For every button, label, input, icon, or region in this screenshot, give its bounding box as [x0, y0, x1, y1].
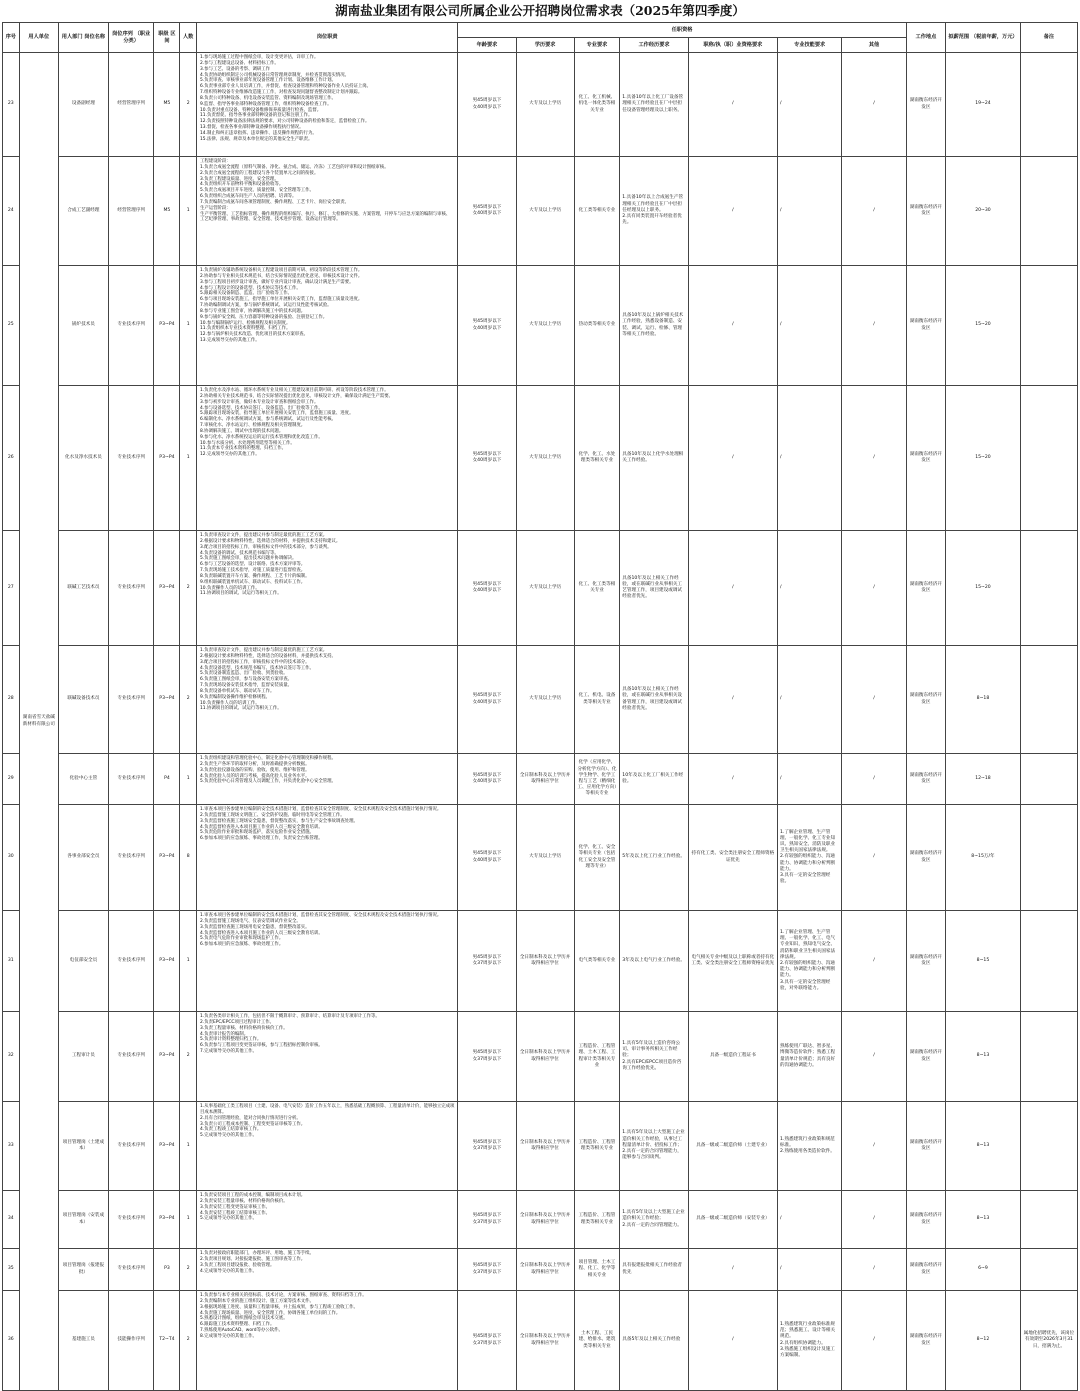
- other-requirement: /: [842, 266, 906, 386]
- other-requirement: /: [842, 911, 906, 1012]
- education-requirement: 大专及以上学历: [516, 646, 574, 754]
- table-row: [3, 1102, 1078, 1191]
- skill-requirement: /: [777, 531, 841, 646]
- cell-seq: 30: [3, 805, 20, 911]
- cell-seq: 36: [3, 1291, 20, 1391]
- job-duties: 1.从事基础化工类工程项目（土建、设备、电气安装）造价工作五年以上，熟悉基础工程概预算、工程量清单计价，能够独立完成项目成本测算。 2.具有合同管理经验，能对合同执行情况进行分析。 3.负责公司工程成本控制、工程变更签证审核等工作。 4.负责工程竣工结算审核工作。 5.完成领导交办的其他工作。: [196, 1102, 457, 1191]
- headcount: 2: [180, 1249, 197, 1291]
- job-grade: P3: [154, 1249, 180, 1291]
- cell-seq: 29: [3, 754, 20, 805]
- age-requirement: 男45周岁以下 女40周岁以下: [458, 646, 516, 754]
- job-duties: 1.审查本项目各参建单位编制的安全技术措施计划，监督检查其安全管理制度、安全技术规程及安全技术措施计划执行情况。 2.负责监督施工现场电气、仪表安装调试作业安全。 3.负责监督检查施工现场用电安全隐患，督促整改落实。 4.负责监督检查进入本项目施工作业的人员三级安全教育培训。 5.负责电气危险作业审批和现场监护工作。 6.参加本项目的应急演练、事故处理工作。: [196, 911, 457, 1012]
- job-title: 锅炉技术员: [59, 266, 109, 386]
- experience-requirement: 3年及以上电气行业工作经验。: [620, 911, 688, 1012]
- cell-seq: 28: [3, 646, 20, 754]
- major-requirement: 项目管理、土木工程、化工、化学等相关专业: [574, 1249, 620, 1291]
- age-requirement: 男45周岁以下 女40周岁以下: [458, 805, 516, 911]
- job-duties: 1.参与现场施工过程中图纸会审，设计变更评估，详审工作。 2.参与工程建设总设备、材料招标工作。 3.参与工艺、设备的考察、调研工作 4.负责协助组织制定公司机械设备日常管理规章制度，并检查贯彻落实情况。 5.负责审查、审核事业部年度设备管理工作计划、设备维修工作计划。 6.负责事业部专业人员培训工作，并督促、检查设备管理和特种设备作业人员持证上岗。 7.组织特种设备专业维修改造施工工作，对检查发现问题督查整改制定计划并跟踪。 8.负责公司特种设备、机电设备安装监管、资料编制及现场管理工作。 9.监督、指导各事业部特种设备管理工作，组织特种设备检查工作。 10.负责对重点设备、特种设备维修保养质量进行检查、监督。 11.负责督促、指导各事业部特种设备的登记和注册工作。 12.负责按照特种设备法律法规的要求，对公司特种设备的检验和鉴定，监督检验工作。 13.督促、检查各事业部特种设备操作规程执行情况。 14.制止和纠正违章指挥、违章操作、违反操作规程的行为。 15.法律、法规、规章及本单位规定的其他安全生产职责。: [196, 53, 457, 157]
- header-other: 其他: [842, 38, 906, 53]
- headcount: 1: [180, 754, 197, 805]
- work-location: 湖南衡东经济开发区: [906, 1249, 945, 1291]
- headcount: 2: [180, 531, 197, 646]
- job-title: 项目管理岗（安装成本）: [59, 1191, 109, 1249]
- skill-requirement: /: [777, 754, 841, 805]
- job-series: 专业技术序列: [108, 1102, 154, 1191]
- work-location: 湖南衡东经济开发区: [906, 1291, 945, 1391]
- note: [1020, 157, 1077, 266]
- certificate-requirement: /: [688, 266, 777, 386]
- job-title: 基建施工员: [59, 1291, 109, 1391]
- job-series: 专业技术序列: [108, 646, 154, 754]
- job-duties: 工程建设阶段： 1.负责合成氨全流程（原料气制备、净化、氨合成、储运、冷冻）工艺包的评审和设计图纸审核。 2.负责合成氨全流程的工程建设与各个装置单元之间的衔接。 3.负责工程建设质量、进度、安全管理。 4.负责组织开车前物料平衡和设备验收等。 5.负责合成氨项目开车进度、质量控制、安全管理等工作。 6.负责组织合成氨车间生产人员的招聘、培训等。 7.负责编制合成氨车间各项管理制度、操作规程、工艺卡片、岗位安全职责。 生产运营阶段： 生产平衡管理、工艺指标管理、操作规程的组织编写、执行、修订、大检修的实施、方案管理，开停车与应急方案的编制与审核、工艺纪律管理、事故管理、安全管理、技术进步管理、设备运行管理等。: [196, 157, 457, 266]
- experience-requirement: 具备10年及以上锅炉相关技术工作经验，熟悉设备制造、安装、调试、运行、检修、管理等相关工作经验。: [620, 266, 688, 386]
- table-row: [3, 53, 1078, 157]
- cell-seq: 31: [3, 911, 20, 1012]
- header-duty: 岗位职责: [196, 23, 457, 53]
- other-requirement: /: [842, 531, 906, 646]
- age-requirement: 男45周岁以下 女37周岁以下: [458, 1191, 516, 1249]
- major-requirement: 热动类等相关专业: [574, 266, 620, 386]
- table-row: [3, 386, 1078, 531]
- note: [1020, 754, 1077, 805]
- header-major: 专业要求: [574, 38, 620, 53]
- headcount: 2: [180, 1012, 197, 1102]
- job-title: 合成工艺副经理: [59, 157, 109, 266]
- education-requirement: 全日制本科及以上学历并取得相应学位: [516, 911, 574, 1012]
- header-unit: 用人单位: [19, 23, 58, 53]
- header-seq: 序号: [3, 23, 20, 53]
- note: [1020, 53, 1077, 157]
- job-series: 专业技术序列: [108, 1012, 154, 1102]
- job-title: 联碱设备技术员: [59, 646, 109, 754]
- header-grade: 职级 区间: [154, 23, 180, 53]
- header-skill: 专业技能要求: [777, 38, 841, 53]
- work-location: 湖南衡东经济开发区: [906, 266, 945, 386]
- job-grade: P3~P4: [154, 1191, 180, 1249]
- headcount: 1: [180, 911, 197, 1012]
- skill-requirement: /: [777, 157, 841, 266]
- job-title: 各事业部安全员: [59, 805, 109, 911]
- salary-range: 12~18: [946, 754, 1021, 805]
- work-location: 湖南衡东经济开发区: [906, 53, 945, 157]
- header-salary: 拟薪范围 （税前年薪，万元）: [946, 23, 1021, 53]
- job-grade: P3~P4: [154, 911, 180, 1012]
- header-note: 备注: [1020, 23, 1077, 53]
- experience-requirement: 1.具有5年及以上造价咨询公司、审计事务所相关工作经验； 2.具有EPC/EPCC项目造价咨询工作经验优先。: [620, 1012, 688, 1102]
- skill-requirement: /: [777, 266, 841, 386]
- job-grade: M5: [154, 53, 180, 157]
- major-requirement: 电气类等相关专业: [574, 911, 620, 1012]
- education-requirement: 全日制本科及以上学历并取得相应学位: [516, 1191, 574, 1249]
- table-row: [3, 1249, 1078, 1291]
- headcount: 1: [180, 386, 197, 531]
- certificate-requirement: /: [688, 531, 777, 646]
- headcount: 2: [180, 646, 197, 754]
- job-title: 项目管理岗（报建报批）: [59, 1249, 109, 1291]
- table-row: [3, 1012, 1078, 1102]
- education-requirement: 大专及以上学历: [516, 805, 574, 911]
- job-duties: 1.负责锅炉及辅助系统设备相关工程建设项目前期可研、初设等阶段技术管理工作。 2.协助参与专业相关技术规范书，结合实际情况提出优化意见、审核技术设计文件。 3.参与工程项目初步设计审查，做好专业内设计审查，确认设计满足生产需要。 4.参与工程设计的设备选型、技术协议等技术工作。 5.跟踪相关设备制造、监造、出厂验收等工作。 6.参与项目现场安装施工，指导施工单位开展相关安装工作，监督施工质量及进度。 7.协助编制调试方案，参与锅炉系统调试、试运行及性能考核试验。 8.参与专业施工图会审，协调解决施工中的技术问题。 9.参与锅炉安全阀、压力容器等特种设备的报验、注册登记工作。 10.参与编制锅炉运行、检修规程及相关制度。 11.负责组织本专业技术资料整理、归档工作。 12.参与锅炉相关技术改造、优化项目的技术方案审查。 13.完成领导交办的其他工作。: [196, 266, 457, 386]
- note: [1020, 531, 1077, 646]
- header-place: 工作地点: [906, 23, 945, 53]
- experience-requirement: 具备10年及以上相关工作经验，或在联碱行业从事相关工艺管理工作，项目建设或调试经验者优先。: [620, 531, 688, 646]
- skill-requirement: /: [777, 646, 841, 754]
- headcount: 1: [180, 1191, 197, 1249]
- work-location: 湖南衡东经济开发区: [906, 754, 945, 805]
- certificate-requirement: 具备一级造价工程证书: [688, 1012, 777, 1102]
- age-requirement: 男45周岁以下 女40周岁以下: [458, 386, 516, 531]
- note: [1020, 646, 1077, 754]
- salary-range: 8~13: [946, 1191, 1021, 1249]
- salary-range: 19~24: [946, 53, 1021, 157]
- major-requirement: 化工类等相关专业: [574, 157, 620, 266]
- header-qualifications: 任职资格: [458, 23, 906, 38]
- headcount: 1: [180, 1102, 197, 1191]
- note: [1020, 266, 1077, 386]
- salary-range: 8~13: [946, 1012, 1021, 1102]
- work-location: 湖南衡东经济开发区: [906, 157, 945, 266]
- job-title: 电仪部安全员: [59, 911, 109, 1012]
- experience-requirement: 5年及以上化工行业工作经验。: [620, 805, 688, 911]
- note: 属地化招聘优先，该岗位有效期至2026年3月31日，招满为止。: [1020, 1291, 1077, 1391]
- skill-requirement: 1.了解企业管理、生产管理、一般化学、化工、电气专业知识，熟知电气安全、消防和职业卫生相关国家法律法规。 2.有较强的组织能力、沟通能力、协调能力和分析判断能力。 3.具有一定的安全管理经验，对外联络能力。: [777, 911, 841, 1012]
- work-location: 湖南衡东经济开发区: [906, 911, 945, 1012]
- salary-range: 8~12: [946, 1291, 1021, 1391]
- header-age: 年龄要求: [458, 38, 516, 53]
- work-location: 湖南衡东经济开发区: [906, 646, 945, 754]
- skill-requirement: 1.熟悉建筑行业政策和规范标准。 2.熟练使用各类造价软件。: [777, 1102, 841, 1191]
- major-requirement: 化学（应用化学、分析化学方向）、化学生物学、化学工程与工艺（精细化工、应用化学方向）等相关专业: [574, 754, 620, 805]
- job-duties: 1.负责审查设计文件，提出建议并参与制定最优的施工工艺方案。 2.根据设计要求和物料特性，选择适合的材料，并提供技术支持和建议。 3.配合项目的招投标工作，审核投标文件中的技术部分，参与谈判。 4.负责设备的调试、技术规范书编写等。 5.负责施工图纸会审，提出技术问题并协调解决。 6.参与工艺设备的选型、设计联络、技术方案评审等。 7.负责现场施工技术指导，对施工质量进行监督检查。 8.负责联碱装置开车方案、操作规程、工艺卡片的编制。 9.组织联碱装置单机试车、联动试车、投料试车工作。 10.负责操作人员的培训工作。 11.协调项目的调试、试运行等相关工作。: [196, 531, 457, 646]
- salary-range: 8~18: [946, 646, 1021, 754]
- header-dept: 用人部门 岗位名称: [59, 23, 109, 53]
- major-requirement: 工程造价、工程管理类等相关专业: [574, 1191, 620, 1249]
- job-grade: P3~P4: [154, 805, 180, 911]
- salary-range: 15~20: [946, 531, 1021, 646]
- education-requirement: 全日制本科及以上学历并取得相应学位: [516, 1102, 574, 1191]
- job-series: 专业技术序列: [108, 911, 154, 1012]
- major-requirement: 化工、机电、设备类等相关专业: [574, 646, 620, 754]
- experience-requirement: 具备10年及以上化学水处理相关工作经验。: [620, 386, 688, 531]
- cell-seq: 25: [3, 266, 20, 386]
- education-requirement: 大专及以上学历: [516, 386, 574, 531]
- other-requirement: /: [842, 1249, 906, 1291]
- age-requirement: 男45周岁以下 女37周岁以下: [458, 1012, 516, 1102]
- salary-range: 15~20: [946, 266, 1021, 386]
- table-row: [3, 646, 1078, 754]
- education-requirement: 全日制本科及以上学历并取得相应学位: [516, 1012, 574, 1102]
- cell-seq: 33: [3, 1102, 20, 1191]
- age-requirement: 男45周岁以下 女37周岁以下: [458, 1291, 516, 1391]
- major-requirement: 化工、化工机械、机电一体化类等相关专业: [574, 53, 620, 157]
- cell-seq: 26: [3, 386, 20, 531]
- cell-seq: 23: [3, 53, 20, 157]
- age-requirement: 男45周岁以下 女37周岁以下: [458, 1102, 516, 1191]
- job-series: 经营管理序列: [108, 157, 154, 266]
- skill-requirement: 1.熟悉建筑行业政策标准规范；熟悉施工、设计等相关规范。 2.具有组织协调能力。 3.熟悉施工组织设计及施工方案编制。: [777, 1291, 841, 1391]
- job-duties: 1.负责组织建设和管理化验中心，制定化验中心管理制度和操作规程。 2.负责生产各环节的取样分析，及时准确提供分析数据。 3.负责化验仪器设备的采购、验收、使用、维护和管理。 4.负责化验人员的培训与考核，提高化验人员业务水平。 5.负责化验中心日常管理及人员调配工作，并负责化验中心安全管理。: [196, 754, 457, 805]
- work-location: 湖南衡东经济开发区: [906, 1102, 945, 1191]
- job-series: 专业技术序列: [108, 386, 154, 531]
- salary-range: 8~15万/年: [946, 805, 1021, 911]
- header-count: 人数: [180, 23, 197, 53]
- education-requirement: 全日制本科及以上学历并取得相应学位: [516, 1291, 574, 1391]
- certificate-requirement: 具备一级或二级造价师（安装专业）: [688, 1191, 777, 1249]
- salary-range: 6~9: [946, 1249, 1021, 1291]
- major-requirement: 化工、化工类等相关专业: [574, 531, 620, 646]
- age-requirement: 男45周岁以下 女40周岁以下: [458, 53, 516, 157]
- other-requirement: /: [842, 1291, 906, 1391]
- note: [1020, 386, 1077, 531]
- experience-requirement: 具备5年及以上相关工作经验: [620, 1291, 688, 1391]
- table-row: [3, 157, 1078, 266]
- work-location: 湖南衡东经济开发区: [906, 531, 945, 646]
- headcount: 1: [180, 157, 197, 266]
- job-duties: 1.负责对接政府职能部门，办理环评、用地、施工等手续。 2.负责项目规划、对接报建报批、施工图审查等工作。 3.负责工程项目建设报批、验收管理。 4.完成领导交办的其他工作。: [196, 1249, 457, 1291]
- cell-seq: 24: [3, 157, 20, 266]
- certificate-requirement: 电气相关专业中级及以上职称或者持有化工类、安全类注册安全工程师资格证优先: [688, 911, 777, 1012]
- note: [1020, 1191, 1077, 1249]
- header-exp: 工作经历要求: [620, 38, 688, 53]
- work-location: 湖南衡东经济开发区: [906, 386, 945, 531]
- education-requirement: 大专及以上学历: [516, 531, 574, 646]
- experience-requirement: 具有报建报批相关工作经验者优先: [620, 1249, 688, 1291]
- job-duties: 1.审查本项目各参建单位编制的安全技术措施计划，监督检查其安全管理制度、安全技术规程及安全技术措施计划执行情况。 2.负责监督施工现场文明施工、安全防护设施、临时用电等安全管理工作。 3.负责监督检查施工现场安全隐患，督促整改落实，参与生产安全事故调查处理。 4.负责监督检查进入本项目施工作业的人员三级安全教育培训。 5.负责危险作业审批和现场监护，落实危险作业安全措施。 6.参加本项目的应急演练、事故处理工作，负责安全台账管理。: [196, 805, 457, 911]
- experience-requirement: 1.具有5年及以上大型施工企业造价相关工作经验； 2.具有一定的合同管理能力。: [620, 1191, 688, 1249]
- salary-range: 8~13: [946, 1102, 1021, 1191]
- job-grade: P3~P4: [154, 1102, 180, 1191]
- job-series: 专业技术序列: [108, 754, 154, 805]
- other-requirement: /: [842, 1191, 906, 1249]
- experience-requirement: 10年及以上化工厂相关工作经验。: [620, 754, 688, 805]
- experience-requirement: 1.具有5年及以上大型施工企业造价相关工作经验，从事过工程量清单计价、招投标工作； 2.具有一定的合同管理能力，能够参与合同谈判。: [620, 1102, 688, 1191]
- note: [1020, 805, 1077, 911]
- cell-seq: 32: [3, 1012, 20, 1102]
- skill-requirement: 熟练使用广联达、智多星、博微等造价软件；熟悉工程量清单计价规范；具有良好的沟通协调能力。: [777, 1012, 841, 1102]
- job-grade: P3~P4: [154, 646, 180, 754]
- other-requirement: /: [842, 646, 906, 754]
- job-grade: M5: [154, 157, 180, 266]
- job-title: 工程审计员: [59, 1012, 109, 1102]
- header-edu: 学历要求: [516, 38, 574, 53]
- major-requirement: 化学、化工、水处理类等相关专业: [574, 386, 620, 531]
- table-row: [3, 911, 1078, 1012]
- page-title: 湖南盐业集团有限公司所属企业公开招聘岗位需求表（2025年第四季度）: [335, 3, 745, 18]
- job-grade: T2~T4: [154, 1291, 180, 1391]
- education-requirement: 全日制本科及以上学历并取得相应学位: [516, 1249, 574, 1291]
- note: [1020, 1249, 1077, 1291]
- experience-requirement: 1.具备10年以上合成氨生产管理相关工作经验且在厂中层担任经理及以上职务。 2.具有同类装置开车经验者优先。: [620, 157, 688, 266]
- age-requirement: 男45周岁以下 女37周岁以下: [458, 1249, 516, 1291]
- job-grade: P3~P4: [154, 266, 180, 386]
- age-requirement: 男45周岁以下 女37周岁以下: [458, 911, 516, 1012]
- table-row: [3, 805, 1078, 911]
- other-requirement: /: [842, 1012, 906, 1102]
- headcount: 2: [180, 53, 197, 157]
- job-title: 设备副经理: [59, 53, 109, 157]
- education-requirement: 全日制本科及以上学历并取得相应学位: [516, 754, 574, 805]
- recruitment-table: [2, 22, 1078, 1391]
- job-duties: 1.负责安装项目工程的成本控制，编制项目成本计划。 2.负责安装工程量审核、材料价格询价核价。 3.负责安装工程变更签证审核工作。 4.负责安装工程竣工结算审核工作。 5.完成领导交办的其他工作。: [196, 1191, 457, 1249]
- job-title: 化验中心主管: [59, 754, 109, 805]
- age-requirement: 男45周岁以下 女40周岁以下: [458, 266, 516, 386]
- age-requirement: 男45周岁以下 女40周岁以下: [458, 531, 516, 646]
- skill-requirement: /: [777, 1191, 841, 1249]
- job-title: 化水及净水技术员: [59, 386, 109, 531]
- salary-range: 15~20: [946, 386, 1021, 531]
- job-duties: 1.负责各类审计相关工作，包括但不限于概算审计、预算审计、结算审计及专项审计工作等。 2.负责EPC/EPCC项目过程审计工作。 3.负责工程量审核、材料价格询价核价工作。 4.负责审计报告的编制。 5.负责审计资料整理归档工作。 6.负责参与工程项目变更签证审核，参与工程招标控制价审核。 7.完成领导交办的其他工作。: [196, 1012, 457, 1102]
- job-grade: P4: [154, 754, 180, 805]
- table-row: [3, 1291, 1078, 1391]
- job-series: 技能操作序列: [108, 1291, 154, 1391]
- major-requirement: 工程造价、工程管理类等相关专业: [574, 1102, 620, 1191]
- cell-seq: 27: [3, 531, 20, 646]
- skill-requirement: /: [777, 53, 841, 157]
- experience-requirement: 1.具备10年以上化工厂设备管理相关工作经验且在厂中层担任设备管理经理及以上职务。: [620, 53, 688, 157]
- work-location: 湖南衡东经济开发区: [906, 805, 945, 911]
- headcount: 8: [180, 805, 197, 911]
- certificate-requirement: /: [688, 386, 777, 531]
- note: [1020, 911, 1077, 1012]
- job-title: 联碱工艺技术员: [59, 531, 109, 646]
- headcount: 2: [180, 1291, 197, 1391]
- job-series: 专业技术序列: [108, 1191, 154, 1249]
- work-location: 湖南衡东经济开发区: [906, 1191, 945, 1249]
- job-series: 专业技术序列: [108, 1249, 154, 1291]
- certificate-requirement: /: [688, 1291, 777, 1391]
- job-duties: 1.负责审查设计文件，提出建议并参与制定最优的施工工艺方案。 2.根据设计要求和物料特性，选择适合的设备材料，并提供技术支持。 3.配合项目的招投标工作，审核投标文件中的技术部分。 4.负责设备选型、技术规范书编写、技术协议签订等工作。 5.负责设备制造监造、出厂验收、到货验收。 6.负责施工图纸会审，参与设备安装方案审查。 7.负责现场设备安装技术指导，监督安装质量。 8.负责设备单机试车、联动试车工作。 9.负责编制设备操作维护检修规程。 10.负责操作人员的培训工作。 11.协调项目的调试、试运行等相关工作。: [196, 646, 457, 754]
- major-requirement: 工程造价、工程管理、土木工程、工程审计类等相关专业: [574, 1012, 620, 1102]
- header-cert: 职称/执（职）业资格要求: [688, 38, 777, 53]
- cell-seq: 34: [3, 1191, 20, 1249]
- age-requirement: 男45周岁以下 女40周岁以下: [458, 754, 516, 805]
- job-grade: P3~P4: [154, 531, 180, 646]
- certificate-requirement: 具备一级或二级造价师（土建专业）: [688, 1102, 777, 1191]
- job-duties: 1.负责化水及净水站、循环水系统专业及相关工程建设项目前期可研、初设等阶段技术管理工作。 2.协助相关专业技术规范书，结合实际情况提出优化意见、审核设计文件，确保设计满足生产需要。 3.参与初步设计审查，做好本专业设计审查和图纸会审工作。 4.参与设备选型、技术协议签订、设备监造、出厂验收等工作。 5.跟踪项目现场安装，指导施工单位开展相关安装工作，监督施工质量、进度。 6.编制化水、净水系统调试方案，参与系统调试、试运行及性能考核。 7.审核化水、净水站运行、检修规程及相关管理制度。 8.协调解决施工、调试中出现的技术问题。 9.参与化水、净水系统投运后的运行技术管理和优化改造工作。 10.参与水质分析、水处理药剂选型等相关工作。 11.负责本专业技术资料的整理、归档工作。 12.完成领导交办的其他工作。: [196, 386, 457, 531]
- employer-unit: 湖南省雪天盐碱新材料有限公司: [19, 53, 58, 1391]
- note: [1020, 1012, 1077, 1102]
- job-series: 专业技术序列: [108, 266, 154, 386]
- other-requirement: /: [842, 386, 906, 531]
- certificate-requirement: 持有化工类、安全类注册安全工程师资格证优先: [688, 805, 777, 911]
- header-series: 岗位序列 （职业分类）: [108, 23, 154, 53]
- education-requirement: 大专及以上学历: [516, 157, 574, 266]
- job-series: 经营管理序列: [108, 53, 154, 157]
- table-body: [3, 53, 1078, 1391]
- other-requirement: /: [842, 805, 906, 911]
- certificate-requirement: /: [688, 53, 777, 157]
- job-title: 项目管理岗（土建成本）: [59, 1102, 109, 1191]
- certificate-requirement: /: [688, 1249, 777, 1291]
- job-series: 专业技术序列: [108, 531, 154, 646]
- note: [1020, 1102, 1077, 1191]
- work-location: 湖南衡东经济开发区: [906, 1012, 945, 1102]
- major-requirement: 土木工程、工民建、给排水、建筑类等相关专业: [574, 1291, 620, 1391]
- other-requirement: /: [842, 754, 906, 805]
- certificate-requirement: /: [688, 754, 777, 805]
- age-requirement: 男45周岁以下 女40周岁以下: [458, 157, 516, 266]
- skill-requirement: 1.了解企业管理、生产管理、一般化学、化工专业知识、熟知安全、消防及职业卫生相关国家法律法规。 2.有较强的组织能力、沟通能力、协调能力和分析判断能力。 3.具有一定的安全管理经验。: [777, 805, 841, 911]
- major-requirement: 化学、化工、安全等相关专业（包括化工安全及安全管理等专业）: [574, 805, 620, 911]
- table-row: [3, 531, 1078, 646]
- job-duties: 1.负责参与本专业相关的招标前、技术讨论，方案审核、图纸审查、资料归档等工作。 2.负责编制本专业的施工组织设计、施工方案等技术文件。 3.根据现场施工进度、质量和工程量审核，并上报成果，参与工程竣工验收工作。 4.负责施工现场质量、进度、安全管理工作，协调各施工单位间的工作。 5.熟悉设计图纸，组织图纸会审及技术交底。 6.跟踪施工技术资料整理、归档工作。 7.熟练使用AutoCAD、word等办公软件。 8.完成领导交办的其他工作。: [196, 1291, 457, 1391]
- skill-requirement: /: [777, 1249, 841, 1291]
- table-row: [3, 266, 1078, 386]
- skill-requirement: /: [777, 386, 841, 531]
- job-series: 专业技术序列: [108, 805, 154, 911]
- certificate-requirement: /: [688, 157, 777, 266]
- education-requirement: 大专及以上学历: [516, 266, 574, 386]
- cell-seq: 35: [3, 1249, 20, 1291]
- job-grade: P3~P4: [154, 1012, 180, 1102]
- salary-range: 8~15: [946, 911, 1021, 1012]
- table-row: [3, 754, 1078, 805]
- education-requirement: 大专及以上学历: [516, 53, 574, 157]
- job-grade: P3~P4: [154, 386, 180, 531]
- headcount: 1: [180, 266, 197, 386]
- table-row: [3, 1191, 1078, 1249]
- other-requirement: /: [842, 1102, 906, 1191]
- certificate-requirement: /: [688, 646, 777, 754]
- other-requirement: /: [842, 53, 906, 157]
- experience-requirement: 具备10年及以上相关工作经验，或在联碱行业从事相关设备管理工作，项目建设或调试经验者优先。: [620, 646, 688, 754]
- salary-range: 20~30: [946, 157, 1021, 266]
- other-requirement: /: [842, 157, 906, 266]
